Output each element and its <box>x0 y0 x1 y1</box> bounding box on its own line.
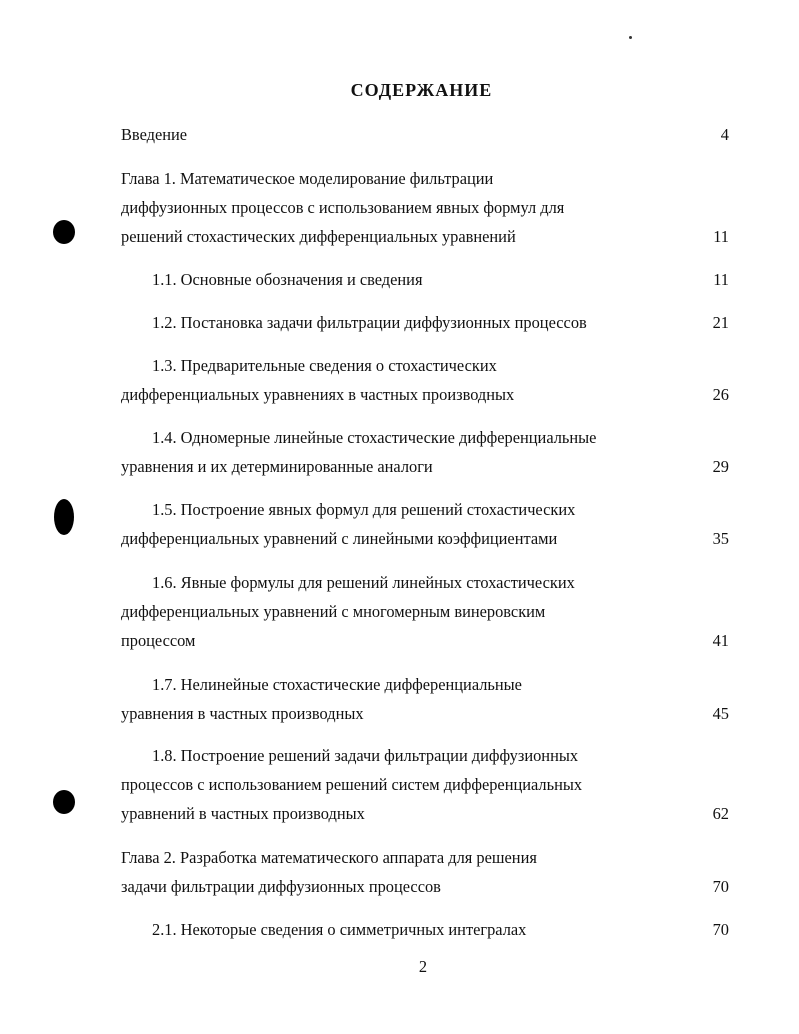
toc-entry-line: Глава 1. Математическое моделирование фильтрации <box>121 169 494 188</box>
toc-page-number: 62 <box>712 804 729 823</box>
toc-entry-line: Введение <box>121 125 188 144</box>
toc-entry-line: уравнений в частных производных <box>121 804 365 823</box>
binder-hole-top <box>53 220 75 244</box>
toc-page-number: 21 <box>712 313 729 332</box>
toc-entry <box>121 495 731 553</box>
toc-page-number: 70 <box>712 920 729 939</box>
toc-page-number: 11 <box>713 270 729 289</box>
toc-entry <box>121 568 731 655</box>
binder-hole-bottom <box>53 790 75 814</box>
toc-entry-line: 1.4. Одномерные линейные стохастические дифференциальные <box>152 428 597 447</box>
binder-hole-middle <box>54 499 74 535</box>
toc-entry-line: 1.3. Предварительные сведения о стохастических <box>152 356 497 375</box>
toc-entry <box>121 120 731 149</box>
toc-page-number: 26 <box>712 385 729 404</box>
toc-entry-line: уравнения и их детерминированные аналоги <box>121 457 433 476</box>
toc-entry <box>121 164 731 251</box>
toc-entry-line: дифференциальных уравнениях в частных производных <box>121 385 515 404</box>
toc-entry <box>121 265 731 294</box>
toc-entry <box>121 423 731 481</box>
scan-speck <box>629 36 632 39</box>
toc-entry <box>121 741 731 828</box>
toc-entry-line: процессом <box>121 631 196 650</box>
toc-entry-line: диффузионных процессов с использованием явных формул для <box>121 198 565 217</box>
toc-page-number: 70 <box>712 877 729 896</box>
toc-entry <box>121 670 731 728</box>
toc-page-number: 35 <box>712 529 729 548</box>
toc-page-number: 4 <box>720 125 729 144</box>
toc-entry-line: 1.5. Построение явных формул для решений стохастических <box>152 500 576 519</box>
toc-entry <box>121 843 731 901</box>
toc-entry-line: задачи фильтрации диффузионных процессов <box>121 877 441 896</box>
toc-entry-line: 1.2. Постановка задачи фильтрации диффузионных процессов <box>152 313 587 332</box>
toc-entry-line: 1.1. Основные обозначения и сведения <box>152 270 423 289</box>
toc-entry <box>121 351 731 409</box>
toc-entry <box>121 915 731 944</box>
toc-entry-line: процессов с использованием решений систем дифференциальных <box>121 775 583 794</box>
toc-entry-line: 1.6. Явные формулы для решений линейных стохастических <box>152 573 575 592</box>
toc-page-number: 29 <box>712 457 729 476</box>
page-title: СОДЕРЖАНИЕ <box>350 80 493 100</box>
toc-entry <box>121 308 731 337</box>
toc-entry-line: решений стохастических дифференциальных уравнений <box>121 227 516 246</box>
toc-entry-line: дифференциальных уравнений с линейными коэффициентами <box>121 529 558 548</box>
toc-entry-line: Глава 2. Разработка математического аппарата для решения <box>121 848 537 867</box>
toc-page-number: 41 <box>712 631 729 650</box>
page-number: 2 <box>418 957 428 976</box>
toc-entry-line: дифференциальных уравнений с многомерным винеровским <box>121 602 546 621</box>
toc-page-number: 45 <box>712 704 729 723</box>
toc-entry-line: 1.7. Нелинейные стохастические дифференциальные <box>152 675 522 694</box>
toc-entry-line: уравнения в частных производных <box>121 704 364 723</box>
toc-entry-line: 2.1. Некоторые сведения о симметричных интегралах <box>152 920 527 939</box>
toc-page-number: 11 <box>713 227 729 246</box>
toc-entry-line: 1.8. Построение решений задачи фильтрации диффузионных <box>152 746 579 765</box>
